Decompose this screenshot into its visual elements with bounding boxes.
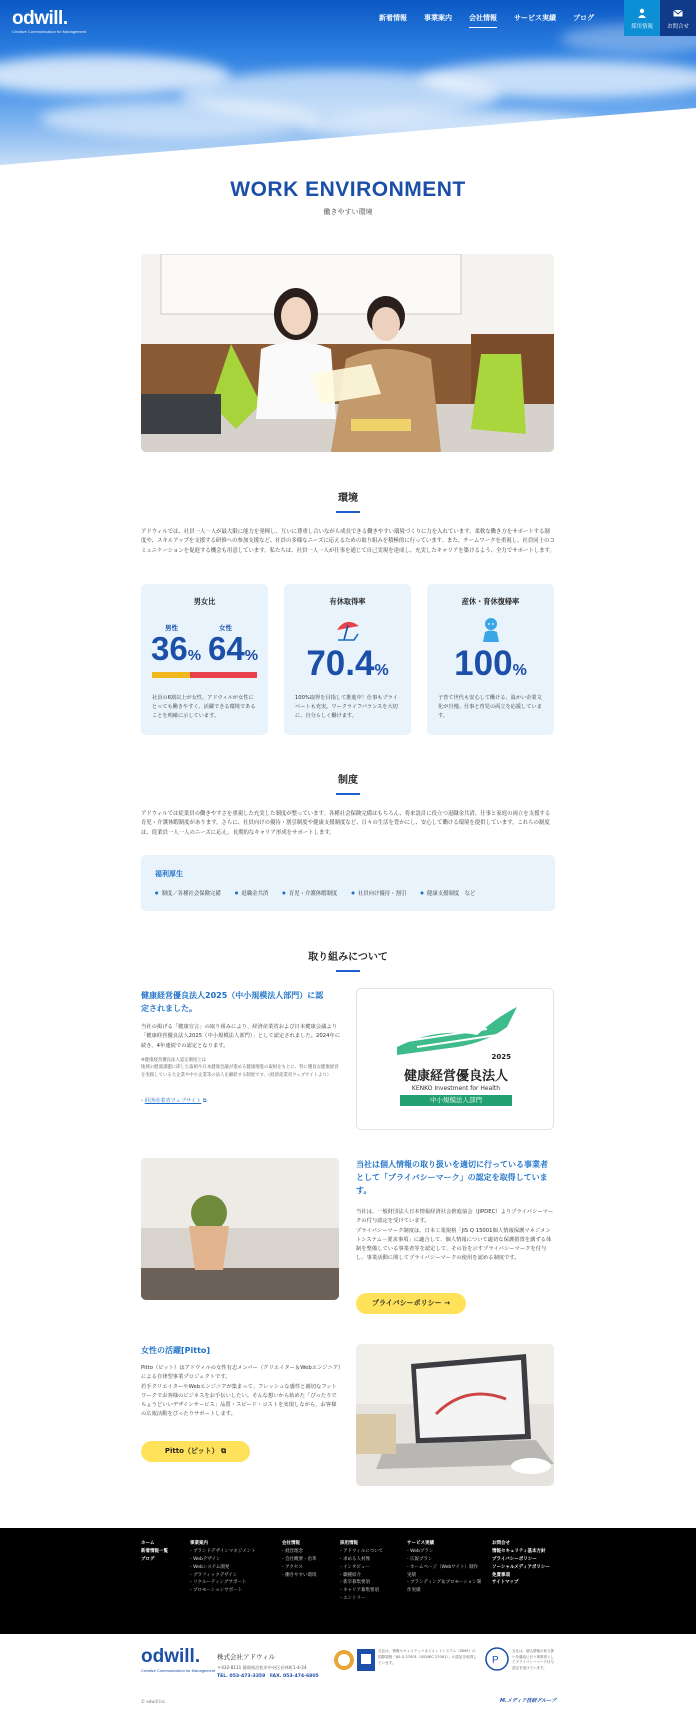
external-link-icon: ⧉ [221,1447,227,1455]
footer-link[interactable]: 新着情報一覧 [141,1548,168,1554]
footer-link[interactable]: - ホームページ（Webサイト）制作実績 [407,1564,478,1578]
company-info [0,1634,696,1711]
gender-ratio-bar [152,672,257,678]
footer-link[interactable]: プライバシーポリシー [492,1556,537,1562]
footer-link[interactable]: サイトマップ [492,1580,519,1586]
card-title: 男女比 [193,597,216,606]
company-tel: TEL. 053-473-3359 FAX. 053-474-6805 [217,1674,319,1679]
footer-link[interactable]: - Webプラン [407,1548,434,1554]
benefit-item: ● 健康支援制度 など [420,889,475,897]
male-value: 36% [151,630,202,667]
environment-heading: 環境 [0,489,696,513]
pitto-title: 女性の活躍[Pitto] [141,1346,211,1355]
health-badge [356,988,554,1130]
badge-division: 中小規模法人部門 [400,1095,512,1106]
nav-blog[interactable]: ブログ [573,14,594,22]
footer-link[interactable]: - ブランドデザインマネジメント [190,1548,256,1554]
footer-link[interactable]: - Webシステム開発 [190,1564,230,1570]
maternity-return-value: 100% [454,644,527,683]
benefit-item: ● 育児・介護休暇制度 [282,889,337,897]
footer-link[interactable]: - Webデザイン [190,1556,221,1562]
person-icon [637,8,647,18]
paid-leave-value: 70.4% [306,644,389,683]
footer-link[interactable]: - リクルーティングサポート [190,1580,247,1586]
footer-link[interactable]: - 広報プラン [407,1556,433,1562]
nav-business[interactable]: 事業案内 [424,14,452,22]
footer-link[interactable]: - 新卒募集要項 [340,1580,371,1586]
external-link-icon: ⧉ [202,1098,207,1104]
footer-link[interactable]: サービス実績 [407,1541,434,1546]
footer-link[interactable]: - ブランディング＆プロモーション制作実績 [407,1580,482,1594]
pmark-text: 当社は、個人情報の取り扱いを適切に行う事業者としてプライバシーマーク付与認定を受けています。 [512,1649,554,1670]
baby-icon [479,616,503,644]
maternity-return-card [427,584,554,735]
footer-link[interactable]: 免責事項 [492,1572,510,1578]
card-title: 産休・育休復帰率 [461,597,520,606]
pitto-button[interactable]: Pitto（ピット） ⧉ [141,1441,250,1462]
footer-link[interactable]: - 会社概要・沿革 [282,1556,317,1562]
global-nav [379,13,594,28]
privacy-mark-icon [485,1647,509,1671]
footer-link[interactable]: ブログ [141,1556,155,1562]
footer-link[interactable]: - 経営理念 [282,1548,304,1554]
footer-link[interactable]: 会社情報 [282,1541,300,1546]
badge-year: 2025 [491,1053,511,1061]
chevron-right-icon: › [141,1098,144,1104]
card-title: 有休取得率 [329,597,366,606]
contact-button[interactable]: お問合せ [660,0,696,36]
group-mark-icon: M. [500,1698,507,1704]
footer-link[interactable]: - プロモーションサポート [190,1588,243,1594]
benefit-item: ● 退職金共済 [235,889,268,897]
footer-link[interactable]: お問合せ [492,1541,510,1546]
female-label: 女性 [219,624,232,632]
health-note: ※健康経営優良法人認定制度とは 地域の健康課題に即した取組や日本健康会議が進める健康増進の取組をもとに、特に優良な健康経営を実践している大企業や中小企業等の法人を顕彰する制度です。（経済産業省ウェブサイトより） [141,1058,339,1078]
footer-link[interactable]: - エントリー [340,1596,366,1602]
arrow-right-icon: → [444,1299,450,1307]
privacy-title: 当社は個人情報の取り扱いを適切に行っている事業者として「プライバシーマーク」の認定を取得しています。 [356,1160,548,1195]
system-text: アドウィルでは従業員の働きやすさを重視した充実した制度が整っています。各種社会保険完備はもちろん、将来設計に役立つ退職金共済、仕事と家庭の両立を支援する育児・介護休暇制度があります。さらに、社員向けの優待・割引制度や健康支援制度など、日々の生活を豊かにし、安心して働ける環境を提供しています。これらの制度は、従業員一人一人のニーズに応え、長期的なキャリア形成をサポートします。 [141,811,551,836]
footer-link[interactable]: - キャリア募集要項 [340,1588,380,1594]
company-address: 〒432-8111 静岡県浜松市中央区若林町1-4-24 [217,1665,307,1670]
footer-col-misc [492,1540,550,1587]
footer-link[interactable]: ホーム [141,1541,155,1546]
footer-link[interactable]: - グラフィックデザイン [190,1572,238,1578]
footer-col-business [190,1540,256,1595]
footer-link[interactable]: - アクセス [282,1564,303,1570]
privacy-policy-button[interactable]: プライバシーポリシー → [356,1293,466,1314]
page-title: WORK ENVIRONMENT [230,178,466,201]
footer-link[interactable]: - アドウィルについて [340,1548,384,1554]
nav-news[interactable]: 新着情報 [379,14,407,22]
initiatives-heading: 取り組みについて [0,948,696,972]
beach-umbrella-icon [334,618,362,644]
isms-cert-icon [333,1649,355,1671]
benefit-item: ● 社員向け優待・割引 [351,889,406,897]
environment-text: アドウィルでは、社員一人一人が最大限に能力を発揮し、互いに尊重し合いながら成長できる働きやすい環境づくりに力を入れています。柔軟な働き方をサポートする制度や、スキルアップを支援する研修への参加支援など、社員の多様なニーズに応えるための取り組みを積極的に行っています。また、チームワークを重視し、社員同士のコミュニケーションを促進する機会も用意しています。私たちは、社員一人一人が仕事を通じて自己実現を達成し、充実したキャリアを築けるよう、全力でサポートします。 [141,529,555,554]
pitto-text: Pitto（ピット）はアドウィルの女性有志メンバー（クリエイター＆Webエンジニア）による自律型事業プロジェクトです。 若手クリエイターやWebエンジニアが集まって、フレッシュな感性と親切なフットワークでお客様のビジネスをお手伝いしたい。そんな想いから始めた「ぴったりでちょうどいいデザインサービス」品質・スピード・コストを実現しながら、お客様の広報活動をぴったりサポートします。 [141,1365,341,1418]
privacy-text: 当社は、一般財団法人日本情報経済社会推進協会（JIPDEC）よりプライバシーマークの付与認定を受けています。 プライバシーマーク制度は、日本工業規格「JIS Q 15001個人情報保護マネジメントシステム－要求事項」に適合して、個人情報について適切な保護措置を講ずる体制を整備している事業者等を認定して、その旨を示すプライバシーマークを付与し、事業活動に関してプライバシーマークの使用を認める制度です。 [356,1209,554,1262]
site-logo[interactable]: odwill. Creative Communication for Management [12,8,87,34]
laptop-photo [356,1344,554,1486]
svg-text:P: P [492,1655,499,1666]
nav-company[interactable]: 会社情報 [469,13,497,28]
benefits-box [141,855,555,911]
meti-website-link[interactable]: › 経済産業省ウェブサイト ⧉ [141,1098,207,1104]
group-logo: M.メディア技研グループ [500,1698,557,1704]
isms-text: 当社は、情報セキュリティマネジメントシステム（ISMS）の国際規格「JIS Q 27001（ISO/IEC 27001）」の認証を取得しています。 [378,1649,477,1665]
female-value: 64% [208,630,259,667]
footer-col-company [282,1540,317,1579]
footer-link[interactable]: - 働きやすい環境 [282,1572,317,1578]
card-desc: 100%取得を目指して推進中！仕事もプライベートも充実。ワークライフバランスを大切に、自分らしく働けます。 [295,695,398,720]
mail-icon [673,8,683,18]
male-label: 男性 [165,624,178,632]
health-title: 健康経営優良法人2025（中小規模法人部門）に認定されました。 [141,991,324,1013]
health-text: 当社の掲げる「健康宣言」の取り組みにより、経済産業省および日本健康会議より「健康経営優良法人2025（中小規模法人部門）」として認定されました。2024年に続き、4年連続での認定となります。 [141,1024,341,1049]
footer-col-home [141,1540,168,1564]
cactus-photo [141,1158,339,1300]
health-badge-graphic [397,1007,517,1055]
footer-link[interactable]: 採用情報 [340,1541,358,1546]
footer-link[interactable]: - インタビュー [340,1564,370,1570]
company-name: 株式会社アドウィル [217,1653,276,1661]
badge-en: KENKO Investment for Health [411,1085,501,1092]
footer-link[interactable]: - 求める人材像 [340,1556,371,1562]
office-photo [141,254,554,452]
footer-logo[interactable]: odwill. Creative Communication for Management [141,1646,216,1673]
footer-col-works [407,1540,482,1595]
page-subtitle: 働きやすい環境 [323,208,373,216]
card-desc: 社員の6割以上が女性。アドウィルが女性にとっても働きやすく、活躍できる環境であることを明確に示しています。 [152,695,256,720]
footer-link[interactable]: 事業案内 [190,1541,208,1546]
benefit-item: ● 制度／各種社会保険完備 [155,889,221,897]
male-ratio-fill [152,672,190,678]
nav-works[interactable]: サービス実績 [514,14,556,22]
footer-link[interactable]: 情報セキュリティ基本方針 [492,1548,546,1554]
badge-title: 健康経営優良法人 [403,1069,508,1084]
footer-link[interactable]: - 職種紹介 [340,1572,362,1578]
footer-sitemap [0,1528,696,1634]
recruit-button[interactable]: 採用情報 [624,0,660,36]
benefits-title: 福利厚生 [155,870,183,878]
benefits-list [155,889,475,897]
card-desc: 子育て世代も安心して働ける、温かい企業文化が自慢。仕事と育児の両立を応援しています。 [438,695,542,720]
gender-ratio-card [141,584,268,735]
footer-link[interactable]: ソーシャルメディアポリシー [492,1564,550,1570]
copyright: © adwill Inc. [141,1699,167,1704]
paid-leave-card [284,584,411,735]
system-heading: 制度 [0,771,696,795]
footer-col-recruit [340,1540,383,1603]
iso-cert-icon [357,1649,375,1671]
